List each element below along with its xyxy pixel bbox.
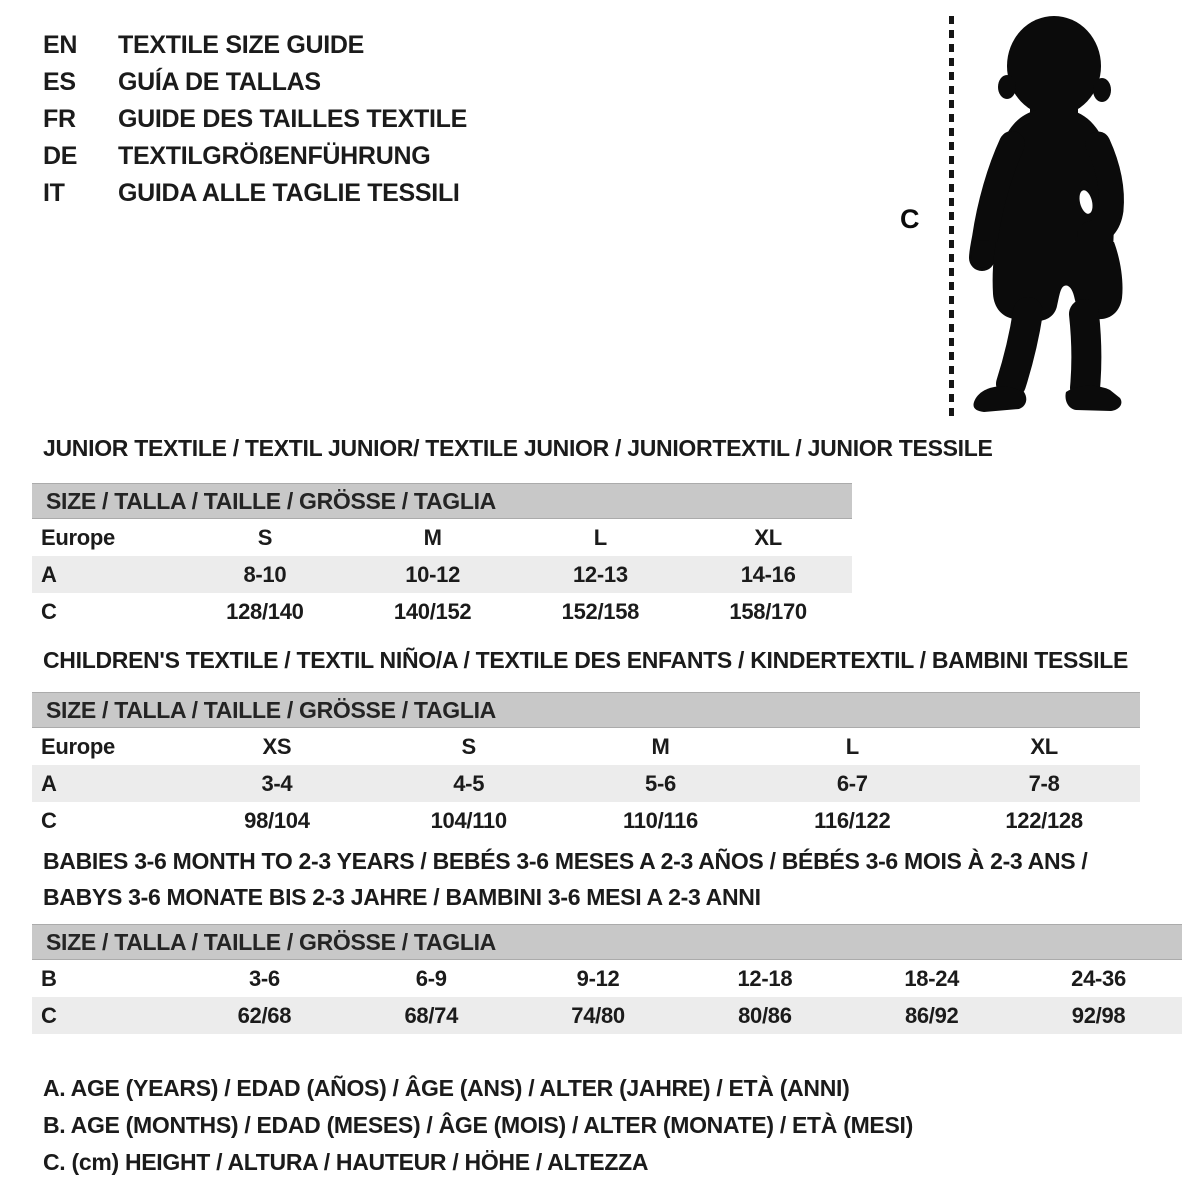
size-value: XL	[754, 525, 782, 550]
language-code: DE	[43, 142, 78, 170]
row-label: C	[41, 599, 57, 624]
size-value: 3-6	[248, 966, 280, 991]
size-value: 158/170	[729, 599, 807, 624]
size-value: 86/92	[904, 1003, 959, 1028]
language-title-list	[43, 27, 467, 212]
language-code: EN	[43, 31, 78, 59]
size-value: 80/86	[738, 1003, 792, 1028]
section-title: JUNIOR TEXTILE / TEXTIL JUNIOR/ TEXTILE JUNIOR / JUNIORTEXTIL / JUNIOR TESSILE	[43, 435, 993, 461]
size-value: 122/128	[1005, 808, 1083, 833]
size-value: 140/152	[393, 599, 472, 624]
language-code: ES	[43, 68, 76, 96]
size-value: XL	[1030, 734, 1058, 759]
size-value: 9-12	[576, 966, 620, 991]
size-value: 74/80	[571, 1003, 625, 1028]
section-title: CHILDREN'S TEXTILE / TEXTIL NIÑO/A / TEXTILE DES ENFANTS / KINDERTEXTIL / BAMBINI TESSILE	[43, 647, 1128, 673]
legend-line: A. AGE (YEARS) / EDAD (AÑOS) / ÂGE (ANS) / ALTER (JAHRE) / ETÀ (ANNI)	[43, 1075, 850, 1101]
guide-title: GUIDE DES TAILLES TEXTILE	[118, 105, 468, 133]
size-value: 4-5	[453, 771, 485, 796]
size-value: 24-36	[1071, 966, 1126, 991]
size-value: 128/140	[226, 599, 304, 624]
row-label: C	[41, 808, 57, 833]
size-value: 152/158	[561, 599, 640, 624]
toddler-silhouette-icon	[966, 14, 1142, 416]
row-label: A	[41, 771, 57, 796]
table-header-bar: SIZE / TALLA / TAILLE / GRÖSSE / TAGLIA	[32, 483, 852, 519]
section-children	[32, 642, 1140, 839]
table-row	[32, 593, 852, 630]
table-header-bar: SIZE / TALLA / TAILLE / GRÖSSE / TAGLIA	[32, 692, 1140, 728]
guide-title: TEXTILE SIZE GUIDE	[118, 31, 365, 59]
size-value: M	[423, 525, 442, 550]
section-title: BABYS 3-6 MONATE BIS 2-3 JAHRE / BAMBINI 3-6 MESI A 2-3 ANNI	[43, 884, 761, 910]
size-value: 92/98	[1071, 1003, 1126, 1028]
size-value: 12-13	[572, 562, 628, 587]
row-label: A	[41, 562, 57, 587]
height-measure-label: C	[900, 204, 920, 234]
size-value: 116/122	[814, 808, 891, 833]
size-value: 18-24	[904, 966, 960, 991]
junior-size-table	[32, 483, 852, 630]
language-code: IT	[43, 179, 65, 207]
row-label: Europe	[41, 734, 115, 759]
children-size-table	[32, 692, 1140, 839]
size-value: 3-4	[261, 771, 293, 796]
size-value: 98/104	[244, 808, 310, 833]
size-value: 8-10	[243, 562, 287, 587]
size-value: 10-12	[405, 562, 461, 587]
language-row	[43, 101, 467, 138]
table-row	[32, 960, 1182, 997]
babies-size-table	[32, 924, 1182, 1034]
language-row	[43, 27, 467, 64]
size-value: 5-6	[645, 771, 676, 796]
section-title: BABIES 3-6 MONTH TO 2-3 YEARS / BEBÉS 3-6 MESES A 2-3 AÑOS / BÉBÉS 3-6 MOIS À 2-3 ANS /	[43, 848, 1088, 874]
size-value: S	[257, 525, 273, 550]
table-row	[32, 802, 1140, 839]
table-row	[32, 765, 1140, 802]
language-row	[43, 138, 467, 175]
table-header-bar: SIZE / TALLA / TAILLE / GRÖSSE / TAGLIA	[32, 924, 1182, 960]
table-row	[32, 997, 1182, 1034]
guide-title: GUÍA DE TALLAS	[118, 68, 321, 96]
height-measure-dashed-line	[949, 16, 954, 416]
measurement-legend	[43, 1070, 913, 1181]
size-value: 104/110	[430, 808, 507, 833]
section-babies	[32, 843, 1182, 1034]
size-value: 68/74	[404, 1003, 459, 1028]
table-row	[32, 556, 852, 593]
row-label: Europe	[41, 525, 115, 550]
table-row	[32, 728, 1140, 765]
row-label: B	[41, 966, 57, 991]
size-value: 7-8	[1028, 771, 1060, 796]
language-row	[43, 175, 467, 212]
size-value: 110/116	[622, 808, 698, 833]
size-value: 12-18	[737, 966, 793, 991]
language-code: FR	[43, 105, 76, 133]
guide-title: TEXTILGRÖßENFÜHRUNG	[118, 142, 431, 170]
size-value: S	[461, 734, 476, 759]
legend-line: B. AGE (MONTHS) / EDAD (MESES) / ÂGE (MOIS) / ALTER (MONATE) / ETÀ (MESI)	[43, 1112, 913, 1138]
size-value: L	[845, 734, 859, 759]
size-value: 6-9	[415, 966, 447, 991]
legend-line: C. (cm) HEIGHT / ALTURA / HAUTEUR / HÖHE / ALTEZZA	[43, 1149, 649, 1175]
size-value: 14-16	[740, 562, 796, 587]
section-junior	[32, 430, 993, 630]
size-value: 62/68	[237, 1003, 292, 1028]
size-value: L	[593, 525, 607, 550]
table-row	[32, 519, 852, 556]
row-label: C	[41, 1003, 57, 1028]
size-value: 6-7	[836, 771, 868, 796]
size-value: XS	[262, 734, 292, 759]
guide-title: GUIDA ALLE TAGLIE TESSILI	[118, 179, 460, 207]
child-figure	[880, 0, 1200, 430]
size-value: M	[651, 734, 670, 759]
language-row	[43, 64, 467, 101]
